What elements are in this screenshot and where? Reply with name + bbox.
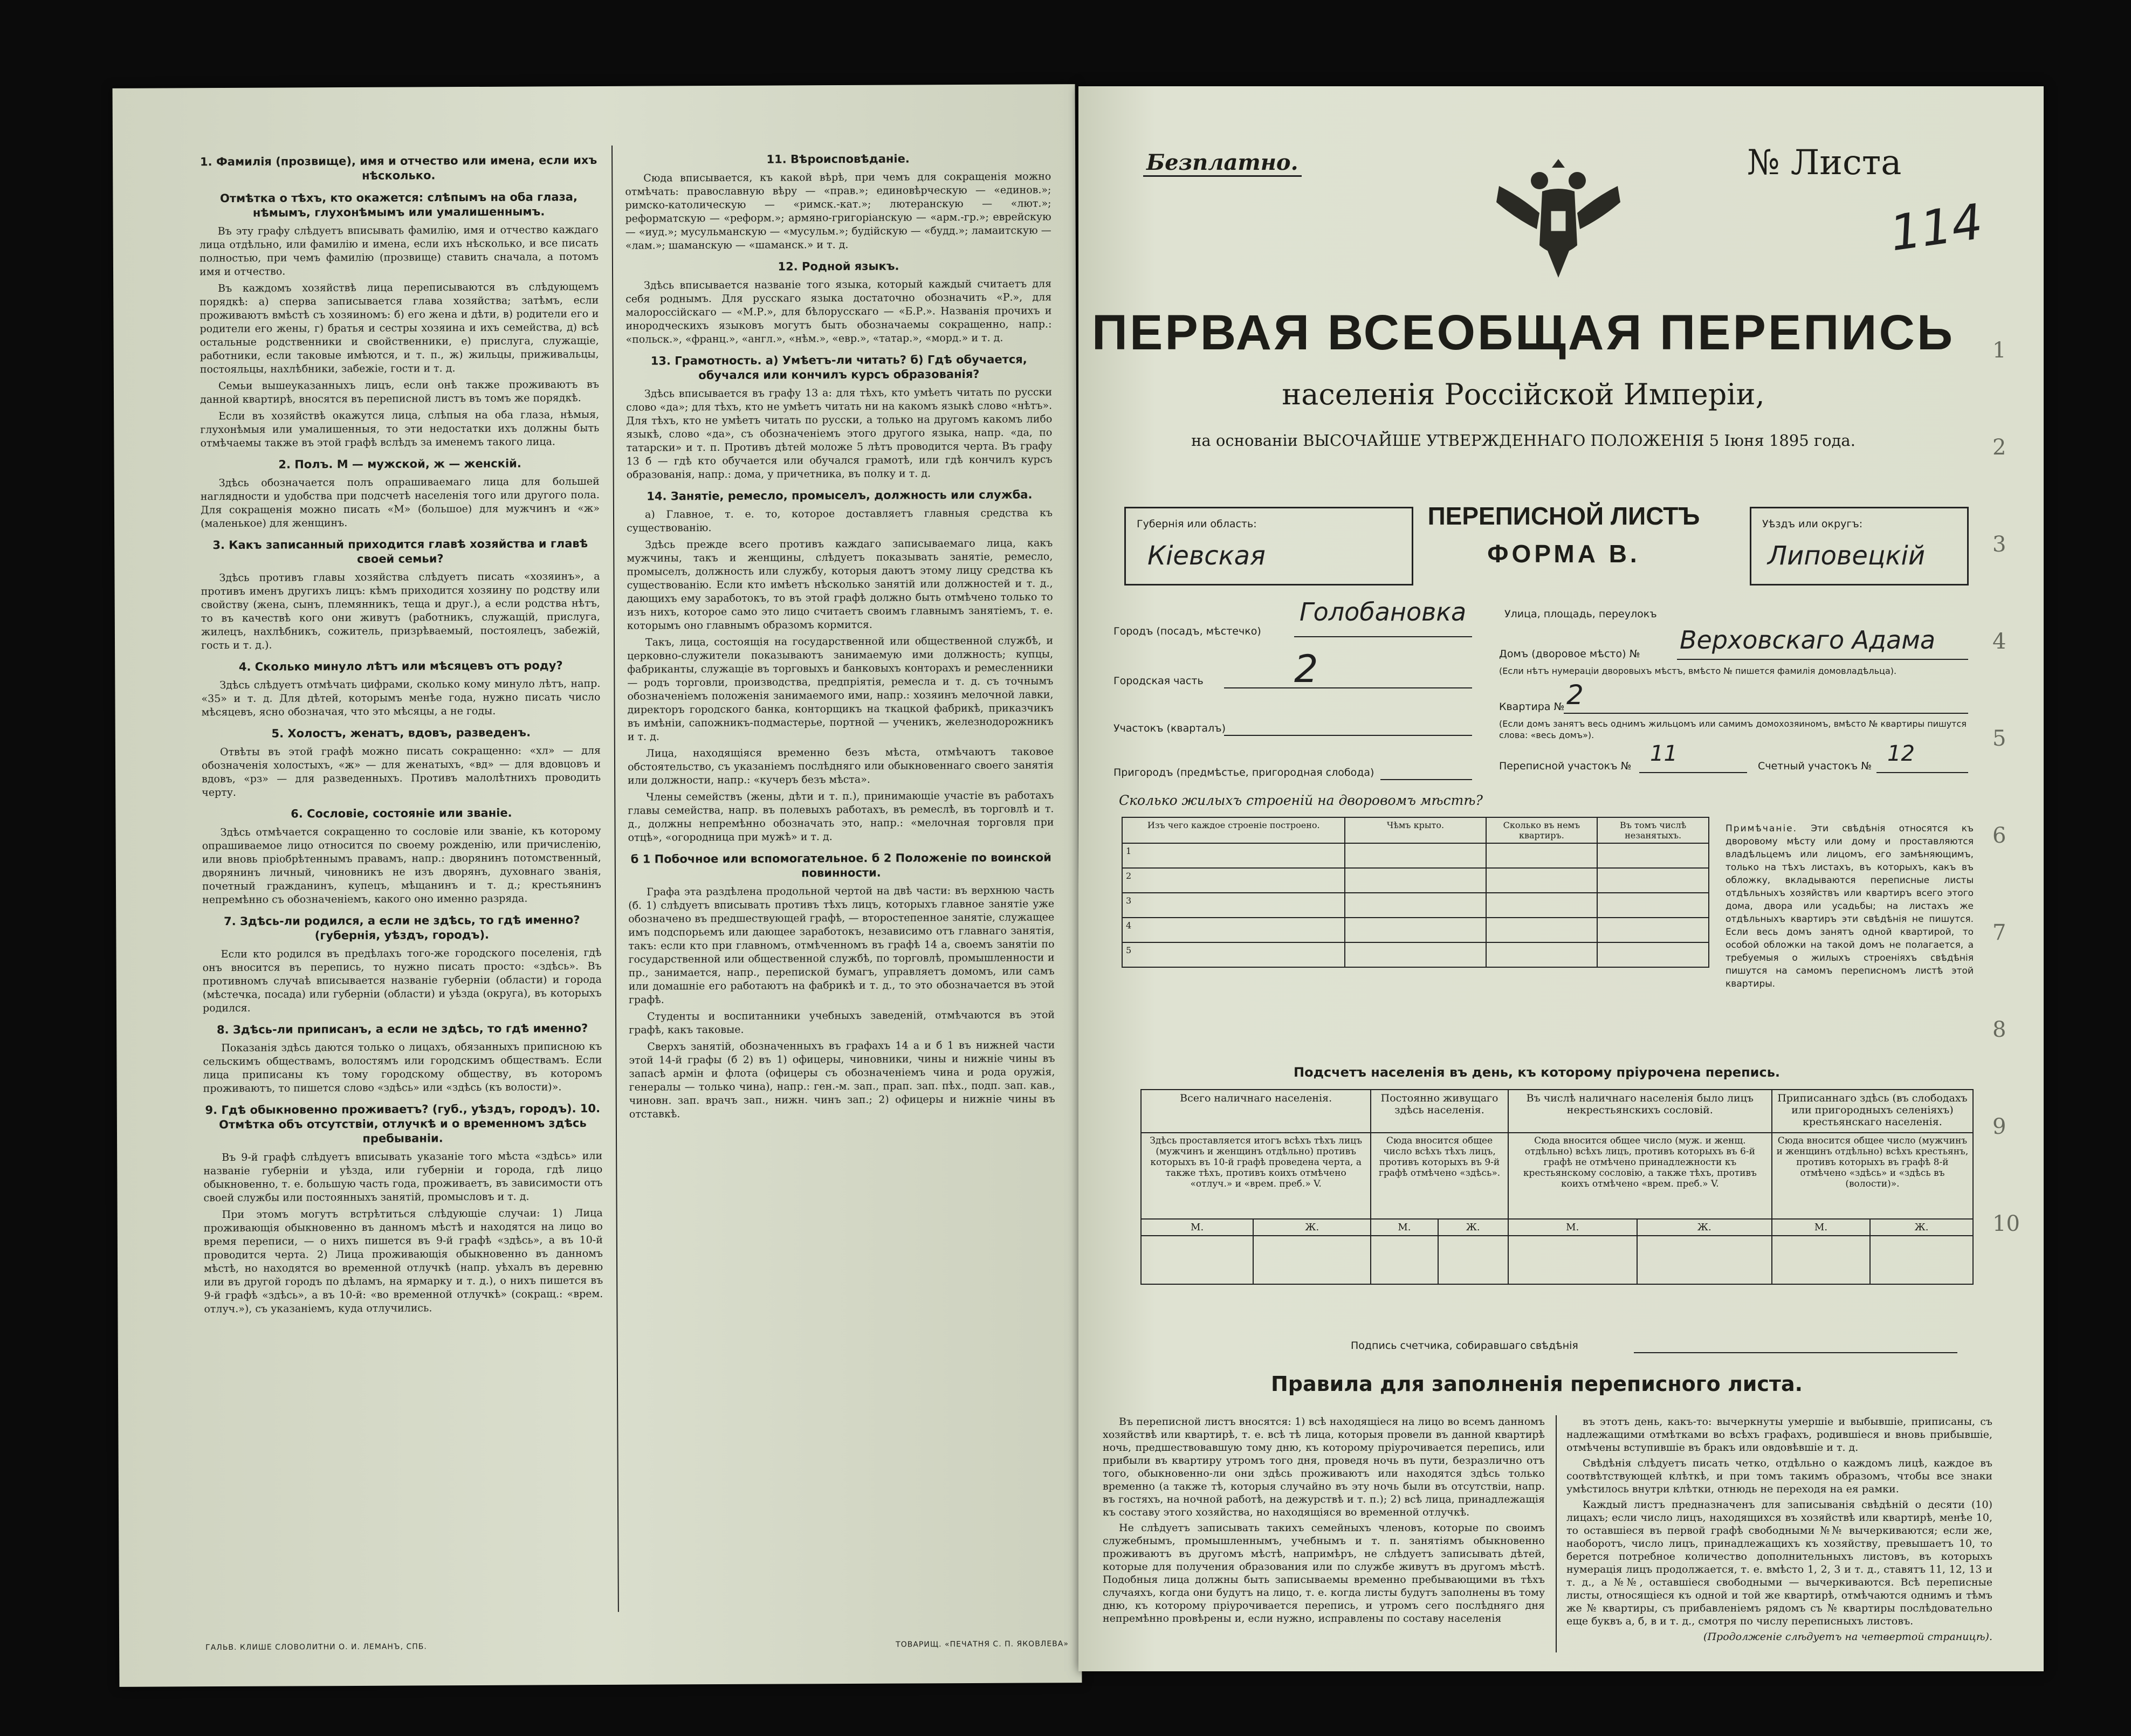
paragraph: Показанія здѣсь даются только о лицахъ, обязанныхъ приписною къ сельскимъ обществамъ, волостямъ или городскимъ обществамъ. Если лица приписаны къ тому городскому обществу, въ которомъ проживаютъ, то пишется слово «здѣсь» или «здѣсь (къ волости)». — [203, 1040, 602, 1095]
count-value-cell[interactable] — [1772, 1236, 1870, 1284]
suburb-underline — [1380, 779, 1472, 780]
paragraph: Лица, находящіяся временно безъ мѣста, отмѣчаютъ таковое обстоятельство, съ указаніемъ послѣдняго или обыкновеннаго своего занятія или должности, напр.: «кучеръ безъ мѣста». — [627, 746, 1054, 787]
form-title: ПЕРЕПИСНОЙ ЛИСТЪ — [1427, 502, 1700, 530]
paragraph: Сюда вписывается, къ какой вѣрѣ, при чемъ для сокращенія можно отмѣчать: православную вѣру — «прав.»; единовѣрческую — «единов.»; римско-католическую — «римск.-кат.»; лютеранскую — «лют.»; реформатскую — «реформ.»; армяно-григоріанскую — «арм.-гр.»; еврейскую — «иуд.»; мусульманскую — «мусульм.»; будійскую — «будд.»; ламаитскую — «лам.»; шаманскую — «шаманск.» и т. д. — [625, 170, 1051, 252]
buildings-table — [1122, 817, 1709, 968]
count-value-cell[interactable] — [1371, 1236, 1438, 1284]
paragraph: Здѣсь прежде всего противъ каждаго записываемаго лица, какъ мужчины, такъ и женщины, слѣдуетъ показывать занятіе, ремесло, промыселъ, должность или службу, которыя даютъ этому лицу средства къ существованію. Если кто имѣетъ нѣсколько занятій или должностей и т. д., дающихъ ему заработокъ, то въ этой графѣ должно быть отмѣчено только то изъ нихъ, которое само это лицо считаетъ своимъ главнымъ занятіемъ, т. е. которымъ оно главнымъ образомъ кормится. — [627, 537, 1053, 632]
city-part-underline — [1224, 687, 1472, 688]
buildings-table-cell[interactable]: 1 — [1122, 843, 1345, 868]
district-box — [1750, 507, 1969, 585]
instructions-column-1 — [199, 146, 604, 1624]
note-label: Примѣчаніе. — [1726, 823, 1798, 834]
note-block — [1726, 822, 1974, 990]
section-heading: 13. Грамотность. а) Умѣетъ-ли читать? б) Гдѣ обучается, обучался или кончилъ курсъ образованія? — [650, 353, 1027, 382]
double-headed-eagle-emblem-icon — [1488, 148, 1628, 283]
left-page — [113, 84, 1082, 1687]
right-page — [1078, 86, 2044, 1671]
sheet-number-label: № Листа — [1747, 143, 1902, 183]
apartment-value: 2 — [1566, 679, 1584, 711]
paragraph: Студенты и воспитанники учебныхъ заведеній, отмѣчаются въ этой графѣ, какъ таковые. — [629, 1009, 1055, 1036]
governorate-value: Кіевская — [1147, 541, 1266, 571]
census-title: ПЕРВАЯ ВСЕОБЩАЯ ПЕРЕПИСЬ — [1091, 305, 1955, 360]
rules-title: Правила для заполненія переписного листа. — [1270, 1372, 1803, 1396]
count-value-cell[interactable] — [1870, 1236, 1973, 1284]
buildings-table-cell[interactable] — [1345, 893, 1486, 918]
female-label: Ж. — [1438, 1219, 1508, 1236]
paragraph: Графа эта раздѣлена продольной чертой на двѣ части: въ верхнюю часть (б. 1) слѣдуетъ вписывать противъ тѣхъ лицъ, которыхъ главное занятіе уже обозначено въ предшествующей графѣ, — второстепенное занятіе, служащее имъ подспорьемъ или дающее заработокъ, независимо отъ главнаго занятія, такъ: если кто при главномъ, отмѣченномъ въ графѣ 14 а, своемъ занятіи по государственной или общественной службѣ, по торговлѣ, промышленности и пр., занимается, напр., перепиской бумагъ, управляетъ домомъ, или самъ или домашніе его работаютъ на фабрикѣ и т. д., то это обозначается въ этой графѣ. — [628, 884, 1055, 1006]
count-table-header: Всего наличнаго населенія. — [1141, 1090, 1371, 1133]
column-divider — [611, 146, 619, 1612]
town-underline — [1294, 636, 1472, 637]
house-label: Домъ (дворовое мѣсто) № — [1499, 648, 1640, 660]
printer-footer-right: ТОВАРИЩ. «ПЕЧАТНЯ С. П. ЯКОВЛЕВА» — [896, 1639, 1069, 1649]
buildings-table-cell[interactable] — [1345, 918, 1486, 942]
rule-paragraph: Каждый листъ предназначенъ для записыванія свѣдѣній о десяти (10) лицахъ; если число лицъ, находящихся въ хозяйствѣ или квартирѣ, менѣе 10, то оставшіеся въ первой графѣ свободными №№ вычеркиваются; если же, наоборотъ, число лицъ, принадлежащихъ къ хозяйству, превышаетъ 10, то берется потребное количество дополнительныхъ листовъ, въ которыхъ нумерація лицъ продолжается, т. е. вмѣсто 1, 2, 3 и т. д., ставятъ 11, 12, 13 и т. д., а №№, оставшіеся свободными — вычеркиваются. Всѣ переписные листы, относящіеся къ одной и той же квартирѣ, отмѣчаются однимъ и тѣмъ же № квартиры, съ прибавленіемъ рядомъ съ № квартиры послѣдовательно еще буквъ а, б, в и т. д., смотря по числу переписныхъ листовъ. — [1566, 1499, 1992, 1627]
section-heading: 2. Полъ. М — мужской, ж — женскій. — [278, 457, 521, 471]
paragraph: Здѣсь отмѣчается сокращенно то сословіе или званіе, къ которому опрашиваемое лицо относится по своему рожденію, или причисленію, или вновь пріобрѣтеннымъ правамъ, напр.: дворянинъ потомственный, дворянинъ личный, чиновникъ не изъ дворянъ, духовнаго званія, почетный гражданинъ, купецъ, мѣщанинъ и т. д.; крестьянинъ непремѣнно съ обозначеніемъ, какого оно именно разряда. — [202, 824, 602, 906]
underlying-sheet-numbers: 1 2 3 4 5 6 7 8 9 10 — [1992, 338, 2020, 1236]
district-label: Уѣздъ или округъ: — [1762, 518, 1863, 530]
rule-paragraph: въ этотъ день, какъ-то: вычеркнуты умершіе и выбывшіе, приписаны, съ надлежащими отмѣтками во всѣхъ графахъ, родившіеся и вновь прибывшіе, отмѣчены вступившіе въ бракъ или овдовѣвшіе и т. д. — [1566, 1416, 1992, 1453]
instructions-column-2 — [625, 143, 1057, 1622]
section-heading: 5. Холостъ, женатъ, вдовъ, разведенъ. — [271, 726, 531, 740]
buildings-table-cell[interactable]: 2 — [1122, 868, 1345, 893]
female-label: Ж. — [1253, 1219, 1371, 1236]
count-table-header: Постоянно живущаго здѣсь населенія. — [1371, 1090, 1508, 1133]
buildings-table-header: Въ томъ числѣ незанятыхъ. — [1597, 817, 1709, 843]
paragraph: Въ каждомъ хозяйствѣ лица переписываются въ слѣдующемъ порядкѣ: а) сперва записывается глава хозяйства; затѣмъ, если проживаютъ вмѣстѣ съ хозяиномъ: б) его жена и дѣти, в) родители его и родители его жены, г) братья и сестры хозяина и ихъ семейства, д) всѣ остальные родственники и свойственники, е) прислуга, служащіе, работники, если таковые имѣются, и т. п., ж) жильцы, приживальцы, постояльцы, нахлѣбники, забежіе, гости и т. д. — [200, 280, 599, 376]
paragraph: Въ 9-й графѣ слѣдуетъ вписывать указаніе того мѣста «здѣсь» или названіе губерніи и уѣзда, или губерніи и города, гдѣ лицо обыкновенно, т. е. большую часть года, проживаетъ, въ зависимости отъ своей службы или постоянныхъ занятій, промысловъ и т. д. — [203, 1149, 603, 1204]
governorate-label: Губернія или область: — [1137, 518, 1257, 530]
note-text: Эти свѣдѣнія относятся къ дворовому мѣсту или дому и проставляются владѣльцемъ или лицомъ, его замѣняющимъ, только на тѣхъ листахъ, въ которыхъ, какъ въ обложку, вкладываются переписные листы отдѣльныхъ хозяйствъ или квартиръ всего этого дома, двора или усадьбы; на листахъ же отдѣльныхъ квартиръ эти свѣдѣнія не пишутся. Если весь домъ занятъ одной квартирой, то особой обложки на такой домъ не полагается, а требуемыя о жилыхъ строеніяхъ свѣдѣнія пишутся на самомъ переписномъ листѣ этой квартиры. — [1726, 823, 1974, 989]
signature-label: Подпись счетчика, собиравшаго свѣдѣнія — [1351, 1340, 1578, 1352]
count-title: Подсчетъ населенія въ день, къ которому пріурочена перепись. — [1294, 1065, 1780, 1080]
buildings-table-row — [1122, 843, 1709, 868]
paragraph: а) Главное, т. е. то, которое доставляетъ главныя средства къ существованію. — [627, 507, 1053, 534]
rules-column-2 — [1566, 1415, 1992, 1658]
section-heading: 9. Гдѣ обыкновенно проживаетъ? (губ., уѣздъ, городъ). 10. Отмѣтка объ отсутствіи, отлучкѣ и о временномъ здѣсь пребываніи. — [205, 1101, 601, 1145]
population-count-table — [1140, 1089, 1974, 1285]
buildings-table-cell[interactable] — [1597, 942, 1709, 967]
apartment-label: Квартира № — [1499, 701, 1565, 713]
rules-continued-note: (Продолженіе слѣдуетъ на четвертой страницѣ). — [1703, 1631, 1992, 1643]
paragraph: Такъ, лица, состоящія на государственной или общественной службѣ, и церковно-служители показываютъ занимаемую ими должность; купцы, фабриканты, служащіе въ торговыхъ и банковыхъ конторахъ и ремесленники — родъ торговли, производства, предпріятія, ремесла и т. д. съ точнымъ обозначеніемъ положенія занимаемого ими, напр.: хозяинъ мелочной лавки, директоръ городского банка, конторщикъ на ткацкой фабрикѣ, приказчикъ въ имѣніи, сапожникъ-подмастерье, портной — ученикъ, железнодорожникъ и т. д. — [627, 635, 1054, 743]
city-part-label: Городская часть — [1113, 675, 1204, 687]
paragraph: Члены семействъ (жены, дѣти и т. п.), принимающіе участіе въ работахъ главы семейства, напр. въ полевыхъ работахъ, въ ремеслѣ, въ торговлѣ и т. д., должны непремѣнно обозначать это, напр.: «мелочная торговля при отцѣ», «огородница при мужѣ» и т. д. — [628, 789, 1054, 844]
house-underline — [1677, 659, 1968, 660]
buildings-table-row — [1122, 868, 1709, 893]
paragraph: Здѣсь слѣдуетъ отмѣчать цифрами, сколько кому минуло лѣтъ, напр. «35» и т. д. Для дѣтей, которымъ менѣе года, нужно писать число мѣсяцевъ, ясно обозначая, что это мѣсяцы, а не годы. — [201, 677, 601, 719]
section-heading: 7. Здѣсь-ли родился, а если не здѣсь, то гдѣ именно? (губернія, уѣздъ, городъ). — [223, 913, 580, 942]
paragraph: Если въ хозяйствѣ окажутся лица, слѣпыя на оба глаза, нѣмыя, глухонѣмыя или умалишенныя, то эти недостатки ихъ должны быть отмѣчаемы также въ этой графѣ вслѣдъ за именемъ такого лица. — [200, 408, 600, 450]
buildings-table-cell[interactable]: 5 — [1122, 942, 1345, 967]
paragraph: Здѣсь противъ главы хозяйства слѣдуетъ писать «хозяинъ», а противъ именъ другихъ лицъ: кѣмъ приходится хозяину по родству или свойству (жена, сынъ, племянникъ, теща и друг.), а если родства нѣтъ, то въ качествѣ кого они живутъ (работникъ, служащій, прислуга, жилецъ, нахлѣбникъ, сожитель, призрѣваемый, постоялецъ, забежій, гость и т. д.). — [201, 570, 600, 652]
suburb-label: Пригородъ (предмѣстье, пригородная слобода) — [1113, 767, 1374, 779]
section-heading: 12. Родной языкъ. — [778, 259, 899, 273]
apartment-note: (Если домъ занятъ весь однимъ жильцомъ или самимъ домохозяиномъ, вмѣсто № квартиры пишутся слова: «весь домъ»). — [1499, 719, 1967, 740]
section-underline — [1224, 735, 1472, 736]
buildings-table-row — [1122, 942, 1709, 967]
census-subtitle: населенія Россійской Имперіи, — [1282, 377, 1765, 411]
street-label: Улица, площадь, переулокъ — [1504, 608, 1657, 620]
section-heading: 14. Занятіе, ремесло, промыселъ, должность или служба. — [647, 488, 1033, 503]
section-heading: 1. Фамилія (прозвище), имя и отчество или имена, если ихъ нѣсколько. — [200, 153, 597, 182]
house-value: Верховскаго Адама — [1680, 625, 1936, 655]
census-section-underline — [1639, 772, 1747, 773]
buildings-table-cell[interactable] — [1486, 942, 1598, 967]
paragraph: Сверхъ занятій, обозначенныхъ въ графахъ 14 а и б 1 въ нижней части этой 14-й графы (б 2) въ 1) офицеры, чиновники, чины и нижніе чины въ запасѣ армін и флота (офицеры съ обозначеніемъ чина и рода оружія, генералы — только чина), напр.: ген.-м. зап., прап. зап. пѣх., подп. зап. кав., чиновн. зап. врачъ зап., нижн. чинъ зап.; 2) офицеры и нижніе чины въ отставкѣ. — [629, 1039, 1055, 1120]
count-table-description: Сюда вносится общее число всѣхъ тѣхъ лицъ, противъ которыхъ въ 9-й графѣ отмѣчено «здѣсь». — [1371, 1133, 1508, 1219]
male-label: М. — [1508, 1219, 1637, 1236]
buildings-question: Сколько жилыхъ строеній на дворовомъ мѣстѣ? — [1119, 793, 1483, 808]
buildings-table-cell[interactable] — [1597, 843, 1709, 868]
buildings-table-cell[interactable] — [1486, 843, 1598, 868]
section-heading: б 1 Побочное или вспомогательное. б 2 Положеніе по воинской повинности. — [630, 851, 1051, 880]
section-heading: 11. Вѣроисповѣданіе. — [766, 152, 910, 166]
section-label: Участокъ (кварталъ) — [1113, 722, 1226, 734]
census-section-value: 11 — [1650, 741, 1678, 766]
printer-footer-left: ГАЛЬВ. КЛИШЕ СЛОВОЛИТНИ О. И. ЛЕМАНЪ, СПБ. — [205, 1642, 427, 1652]
count-value-cell[interactable] — [1637, 1236, 1772, 1284]
buildings-table-row — [1122, 893, 1709, 918]
town-value: Голобановка — [1300, 597, 1467, 626]
count-table-header: Въ числѣ наличнаго населенія было лицъ некрестьянскихъ сословій. — [1508, 1090, 1772, 1133]
buildings-table-cell[interactable]: 4 — [1122, 918, 1345, 942]
paragraph: Если кто родился въ предѣлахъ того-же городского поселенія, гдѣ онъ вносится въ перепись, то нужно писать просто: «здѣсь». Въ противномъ случаѣ вписывается названіе губерніи (области) и города (мѣстечка, посада) или губерніи (области) и уѣзда (округа), въ которыхъ родился. — [202, 946, 602, 1015]
count-value-cell[interactable] — [1141, 1236, 1253, 1284]
buildings-table-cell[interactable] — [1597, 893, 1709, 918]
buildings-table-header: Изъ чего каждое строеніе построено. — [1122, 817, 1345, 843]
count-value-cell[interactable] — [1438, 1236, 1508, 1284]
rule-paragraph: Въ переписной листъ вносятся: 1) всѣ находящіеся на лицо во всемъ данномъ хозяйствѣ или квартирѣ, т. е. всѣ тѣ лица, которыя провели въ данной квартирѣ ночь, предшествовавшую тому дню, къ которому пріурочивается перепись, или прибыли въ квартиру утромъ того дня, проведя ночь въ пути, безразлично отъ того, обыкновенно-ли они здѣсь проживаютъ или находятся здѣсь только временно (а также тѣ, которыя случайно въ эту ночь были въ отсутствіи, напр. въ гостяхъ, на ночной работѣ, на дежурствѣ и т. п.); 2) всѣ лица, принадлежащія къ составу этого хозяйства, но находящіяся во временной отлучкѣ. — [1103, 1416, 1545, 1518]
sheet-number-handwritten: 114 — [1886, 193, 1986, 263]
rules-column-1 — [1103, 1415, 1545, 1658]
count-value-cell[interactable] — [1508, 1236, 1637, 1284]
male-label: М. — [1141, 1219, 1253, 1236]
buildings-table-cell[interactable] — [1345, 843, 1486, 868]
buildings-table-cell[interactable] — [1486, 868, 1598, 893]
buildings-table-cell[interactable] — [1345, 868, 1486, 893]
buildings-table-cell[interactable] — [1345, 942, 1486, 967]
rules-divider — [1556, 1415, 1557, 1652]
buildings-table-header: Чѣмъ крыто. — [1345, 817, 1486, 843]
section-heading: 3. Какъ записанный приходится главѣ хозяйства и главѣ своей семьи? — [212, 537, 588, 566]
count-table-description: Сюда вносится общее число (мужчинъ и женщинъ отдѣльно) всѣхъ крестьянъ, противъ которыхъ въ графѣ 8-й отмѣчено «здѣсь» и «здѣсь въ (волости)». — [1772, 1133, 1973, 1219]
apartment-underline — [1564, 713, 1968, 714]
section-heading: 6. Сословіе, состояніе или званіе. — [291, 806, 512, 821]
male-label: М. — [1371, 1219, 1438, 1236]
section-heading: 8. Здѣсь-ли приписанъ, а если не здѣсь, то гдѣ именно? — [216, 1022, 588, 1037]
paragraph: При этомъ могутъ встрѣтиться слѣдующіе случаи: 1) Лица проживающія обыкновенно въ данномъ мѣстѣ и находятся на лицо во время переписи, — о нихъ пишется въ 9-й графѣ «здѣсь», а въ 10-й проводится черта. 2) Лица проживающія обыкновенно въ данномъ мѣстѣ, но находятся во временной отлучкѣ (напр. уѣхалъ въ деревню или въ другой городъ по дѣламъ, на ярмарку и т. д.), о нихъ пишется въ 9-й графѣ «здѣсь», а въ 10-й: «во временной отлучкѣ» (сокращ.: «врем. отлуч.»), съ указаніемъ, куда отлучились. — [203, 1207, 603, 1315]
governorate-box — [1124, 507, 1413, 585]
paragraph: Здѣсь вписывается названіе того языка, который каждый считаетъ для себя роднымъ. Для русскаго языка достаточно обозначить «Р.», для малороссійскаго — «М.Р.», для бѣлорусскаго — «Б.Р.». Названія прочихъ и инородческихъ языковъ могутъ быть обозначаемы сокращенно, напр.: «польск.», «франц.», «англ.», «нѣм.», «евр.», «татар.», «морд.» и т. д. — [625, 278, 1052, 346]
paragraph: Здѣсь вписывается въ графу 13 а: для тѣхъ, кто умѣетъ читать по русски слово «да»; для тѣхъ, кто не умѣетъ читать ни на какомъ языкѣ слово «нѣтъ». Для тѣхъ, кто не умѣетъ читать по русски, а только на другомъ какомъ либо языкѣ, слово «да», съ обозначеніемъ этого другого языка, напр. «да, по татарски» и т. п. Противъ дѣтей моложе 5 лѣтъ проводится черта. Въ графу 13 б — гдѣ кто обучается или обучался грамотѣ, или гдѣ кончилъ курсъ образованія, напр.: дома, у причетника, въ полку и т. д. — [626, 386, 1053, 481]
buildings-table-cell[interactable] — [1486, 918, 1598, 942]
free-label: Безплатно. — [1143, 150, 1302, 177]
buildings-table-cell[interactable]: 3 — [1122, 893, 1345, 918]
rule-paragraph: Свѣдѣнія слѣдуетъ писать четко, отдѣльно о каждомъ лицѣ, каждое въ соотвѣтствующей клѣткѣ, и при томъ такимъ образомъ, чтобы все знаки умѣстилось внутри клѣтки, отнюдь не переходя на ея рамки. — [1566, 1457, 1992, 1495]
counting-section-label: Счетный участокъ № — [1758, 760, 1872, 772]
female-label: Ж. — [1637, 1219, 1772, 1236]
count-table-description: Здѣсь проставляется итогъ всѣхъ тѣхъ лицъ (мужчинъ и женщинъ отдѣльно) противъ которыхъ въ 10-й графѣ проведена черта, а также тѣхъ, противъ коихъ отмѣчено «отлуч.» и «врем. преб.» V. — [1141, 1133, 1371, 1219]
paragraph: Въ эту графу слѣдуетъ вписывать фамилію, имя и отчество каждаго лица отдѣльно, или фамилію и имена, если ихъ нѣсколько, и все писать полностью, при чемъ фамилію (прозвище) ставить сначала, а потомъ имя и отчество. — [199, 223, 599, 278]
counting-section-value: 12 — [1887, 741, 1915, 766]
district-value: Липовецкій — [1768, 541, 1926, 571]
buildings-table-header: Сколько въ немъ квартиръ. — [1486, 817, 1598, 843]
paragraph: Отвѣты въ этой графѣ можно писать сокращенно: «хл» — для обозначенія холостыхъ, «ж» — для женатыхъ, «вд» — для вдовцовъ и вдовъ, «рз» — для разведенныхъ. Противъ малолѣтнихъ проводить черту. — [201, 744, 601, 799]
paragraph: Здѣсь обозначается полъ опрашиваемаго лица для большей наглядности и удобства при подсчетѣ населенія того или другого пола. Для сокращенія можно писать «М» (большое) для мужчинъ и «ж» (маленькое) для женщинъ. — [200, 475, 600, 530]
buildings-table-cell[interactable] — [1597, 868, 1709, 893]
rule-paragraph: Не слѣдуетъ записывать такихъ семейныхъ членовъ, которые по своимъ служебнымъ, промышленнымъ, учебнымъ и т. п. занятіямъ обыкновенно проживаютъ въ другомъ мѣстѣ, напримѣръ, не слѣдуетъ записывать дѣтей, которые для получения образования или по службе живутъ въ другомъ мѣстѣ. Подобныя лица должны быть записываемы временно пребывающими въ тѣхъ случаяхъ, когда они будутъ на лицо, т. е. когда листы будутъ заполнены въ тому дню, къ которому пріурочивается перепись, и утромъ сего послѣдняго дня непремѣнно провѣрены и, если нужно, исправлены по составу населенія — [1103, 1522, 1545, 1624]
count-table-description: Сюда вносится общее число (муж. и женщ. отдѣльно) всѣхъ лицъ, противъ которыхъ въ 6-й графѣ не отмѣчено принадлежности къ крестьянскому сословію, а также тѣхъ, противъ коихъ отмѣчено «врем. преб.» V. — [1508, 1133, 1772, 1219]
count-table-header: Приписаннаго здѣсь (въ слободахъ или пригородныхъ селеніяхъ) крестьянскаго населенія. — [1772, 1090, 1973, 1133]
legal-basis: на основаніи ВЫСОЧАЙШЕ УТВЕРЖДЕННАГО ПОЛОЖЕНІЯ 5 Іюня 1895 года. — [1191, 431, 1855, 450]
section-heading: 4. Сколько минуло лѣтъ или мѣсяцевъ отъ роду? — [238, 659, 563, 673]
buildings-table-cell[interactable] — [1597, 918, 1709, 942]
section-heading: Отмѣтка о тѣхъ, кто окажется: слѣпымъ на оба глаза, нѣмымъ, глухонѣмымъ или умалишеннымъ. — [219, 190, 578, 219]
signature-underline — [1634, 1352, 1957, 1353]
form-name: ФОРМА В. — [1487, 540, 1640, 568]
city-part-value: 2 — [1294, 647, 1318, 691]
buildings-table-row — [1122, 918, 1709, 942]
census-section-label: Переписной участокъ № — [1499, 760, 1632, 772]
female-label: Ж. — [1870, 1219, 1973, 1236]
town-label: Городъ (посадъ, мѣстечко) — [1113, 625, 1261, 637]
paragraph: Семьи вышеуказанныхъ лицъ, если онѣ также проживаютъ въ данной квартирѣ, вносятся въ переписной листъ въ томъ же порядкѣ. — [200, 378, 599, 406]
house-note: (Если нѣтъ нумераціи дворовыхъ мѣстъ, вмѣсто № пишется фамилія домовладѣльца). — [1499, 666, 1897, 676]
count-value-cell[interactable] — [1253, 1236, 1371, 1284]
buildings-table-cell[interactable] — [1486, 893, 1598, 918]
male-label: М. — [1772, 1219, 1870, 1236]
counting-section-underline — [1876, 772, 1968, 773]
